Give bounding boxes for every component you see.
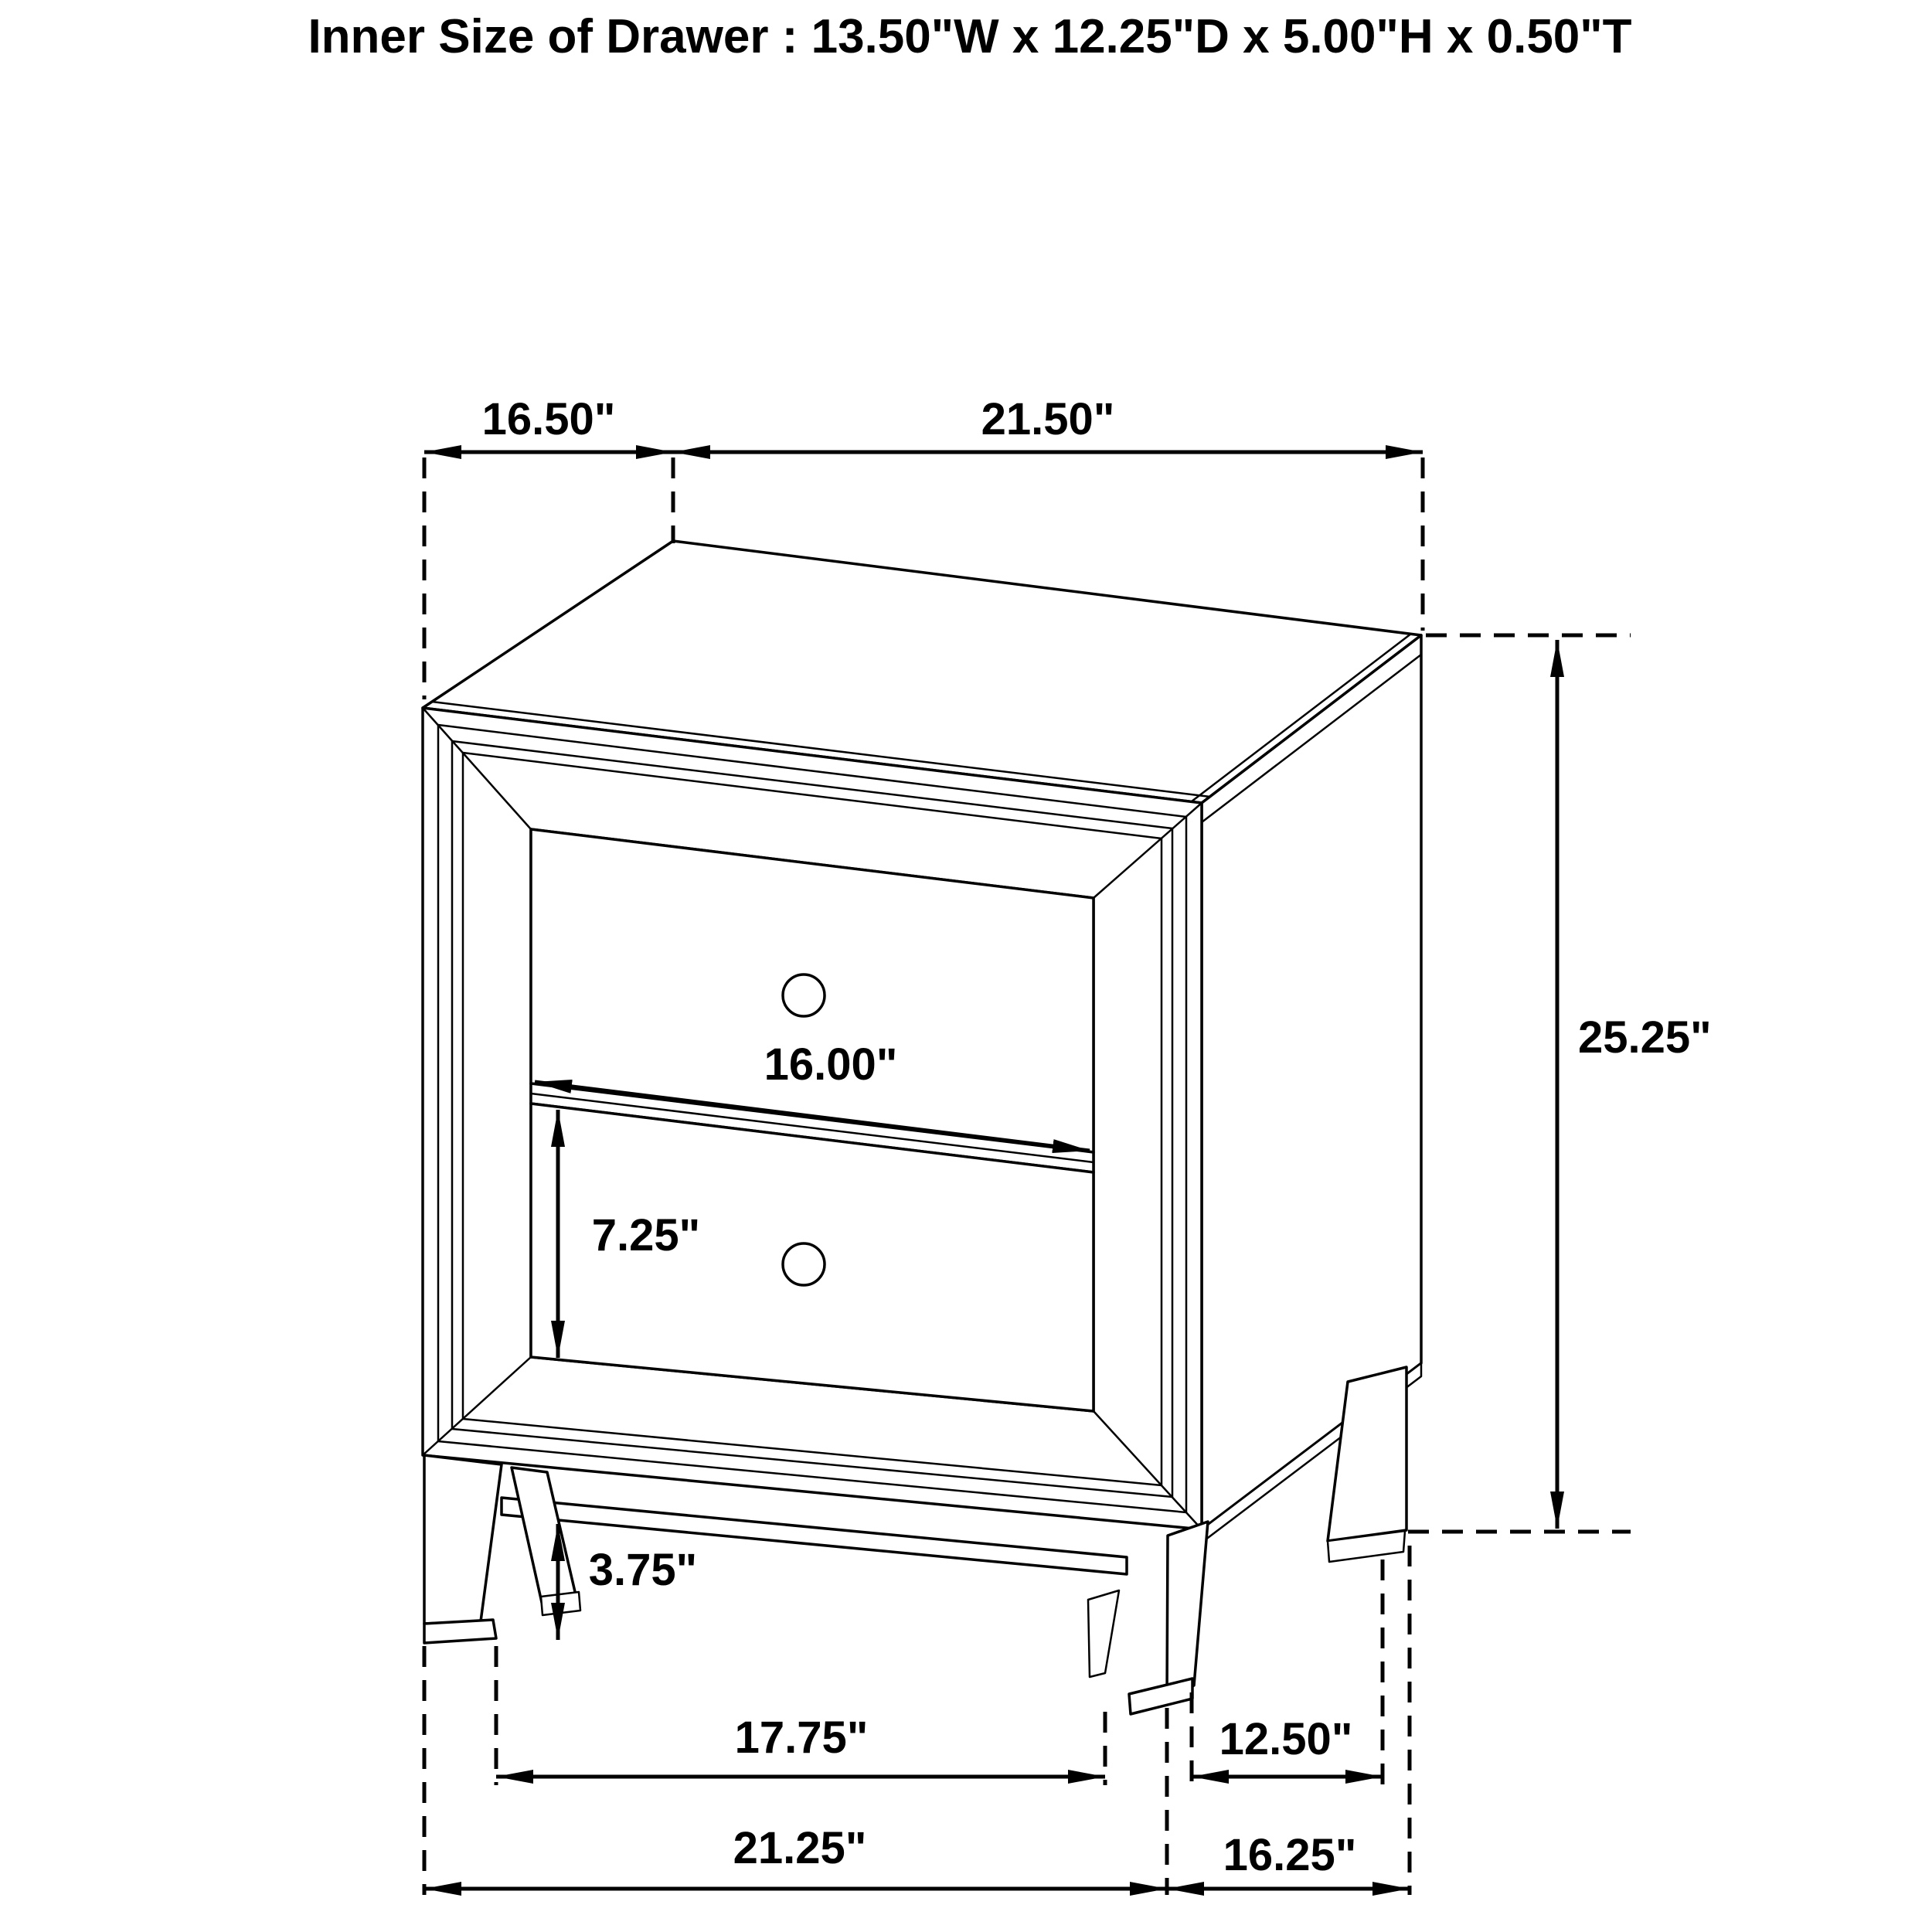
dim-label-drawer-front-height: 7.25" (591, 1210, 701, 1260)
dim-label-top-width: 21.50" (981, 394, 1115, 444)
dim-label-base-width: 21.25" (733, 1823, 867, 1873)
dim-label-overall-height: 25.25" (1578, 1012, 1712, 1063)
front-right-foot (1129, 1679, 1192, 1714)
dim-label-drawer-width: 16.00" (764, 1039, 898, 1090)
front-right-leg (1167, 1522, 1208, 1699)
front-right-leg-bracket (1088, 1590, 1119, 1677)
dim-label-leg-height: 3.75" (588, 1545, 698, 1595)
dim-label-side-leg-span: 12.50" (1219, 1714, 1353, 1764)
dim-label-top-depth: 16.50" (481, 394, 616, 444)
diagram-title: Inner Size of Drawer : 13.50"W x 12.25"D x 5.00"H x 0.50"T (308, 10, 1632, 63)
dim-label-front-leg-span: 17.75" (734, 1713, 869, 1763)
dim-label-base-depth: 16.25" (1223, 1830, 1357, 1880)
front-left-leg (424, 1455, 502, 1624)
front-left-foot (424, 1620, 496, 1643)
back-left-leg (512, 1468, 576, 1606)
back-left-foot (541, 1592, 580, 1615)
nightstand-drawing (423, 541, 1421, 1714)
